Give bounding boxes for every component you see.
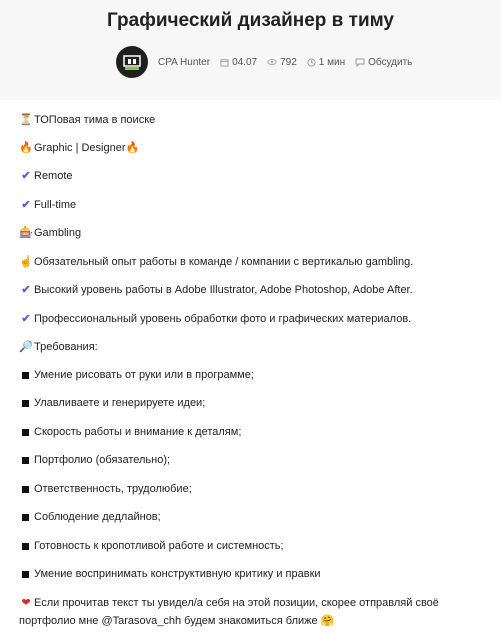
list-item: Портфолио (обязательно); <box>19 454 170 466</box>
list-item: ✔ Высокий уровень работы в Adobe Illustrator, Adobe Photoshop, Adobe After. <box>19 283 413 296</box>
closing-paragraph: ❤ Если прочитав текст ты увидел/а себя на этой позиции, скорее отправляй своё портфолио мне @Tarasova_chh будем знакомиться ближе 🤗 <box>19 594 491 630</box>
date-text: 04.07 <box>232 56 258 68</box>
views-count: 792 <box>280 56 297 68</box>
avatar[interactable] <box>116 46 148 78</box>
read-time-text: 1 мин <box>318 56 346 68</box>
views-info <box>267 57 297 68</box>
check-icon: ✔ <box>21 313 31 325</box>
square-bullet-icon <box>22 372 29 379</box>
discuss-button[interactable] <box>355 57 412 68</box>
check-icon: ✔ <box>21 199 31 211</box>
slot-machine-icon: 🎰 <box>19 227 33 239</box>
discuss-label: Обсудить <box>368 56 413 68</box>
comment-icon <box>355 58 365 67</box>
magnifier-icon: 🔎 <box>19 341 33 353</box>
list-item: Умение рисовать от руки или в программе; <box>19 369 254 381</box>
list-item: ✔ Профессиональный уровень обработки фото и графических материалов. <box>19 312 411 325</box>
cpa-logo-icon <box>122 52 142 72</box>
hourglass-icon: ⏳ <box>19 114 33 126</box>
check-icon: ✔ <box>21 170 31 182</box>
article-header <box>0 0 501 100</box>
page-title: Графический дизайнер в тиму <box>106 10 394 31</box>
square-bullet-icon <box>22 429 29 436</box>
list-item: 🔥 Graphic | Designer 🔥 <box>19 141 140 154</box>
read-time-info <box>307 57 345 68</box>
list-item: ☝ Обязательный опыт работы в команде / компании с вертикалью gambling. <box>19 255 414 268</box>
list-item: ✔ Remote <box>19 169 73 182</box>
list-item: Улавливаете и генерируете идеи; <box>19 397 205 409</box>
hugging-face-icon: 🤗 <box>320 615 335 627</box>
list-item: Готовность к кропотливой работе и системность; <box>19 540 284 552</box>
list-item: ✔ Full-time <box>19 198 76 211</box>
square-bullet-icon <box>22 486 29 493</box>
author-name: CPA Hunter <box>158 56 211 68</box>
clock-icon <box>307 58 316 67</box>
eye-icon <box>267 58 277 66</box>
calendar-icon <box>220 58 229 67</box>
date-info <box>220 57 257 68</box>
fire-icon: 🔥 <box>125 142 140 154</box>
article-meta <box>116 46 422 78</box>
square-bullet-icon <box>22 514 29 521</box>
list-item: Скорость работы и внимание к деталям; <box>19 426 241 438</box>
square-bullet-icon <box>22 457 29 464</box>
list-item: 🎰 Gambling <box>19 226 82 239</box>
fire-icon: 🔥 <box>19 142 33 154</box>
square-bullet-icon <box>22 571 29 578</box>
square-bullet-icon <box>22 543 29 550</box>
list-item: Соблюдение дедлайнов; <box>19 511 161 523</box>
heart-icon: ❤ <box>21 597 31 609</box>
square-bullet-icon <box>22 400 29 407</box>
list-item: Ответственность, трудолюбие; <box>19 483 192 495</box>
list-item: Умение воспринимать конструктивную критику и правки <box>19 568 321 580</box>
list-item: ⏳ ТОПовая тима в поиске <box>19 113 156 126</box>
author-link[interactable] <box>158 57 210 68</box>
pointing-hand-icon: ☝ <box>19 256 33 268</box>
requirements-heading: 🔎 Требования: <box>19 340 98 353</box>
check-icon: ✔ <box>21 284 31 296</box>
